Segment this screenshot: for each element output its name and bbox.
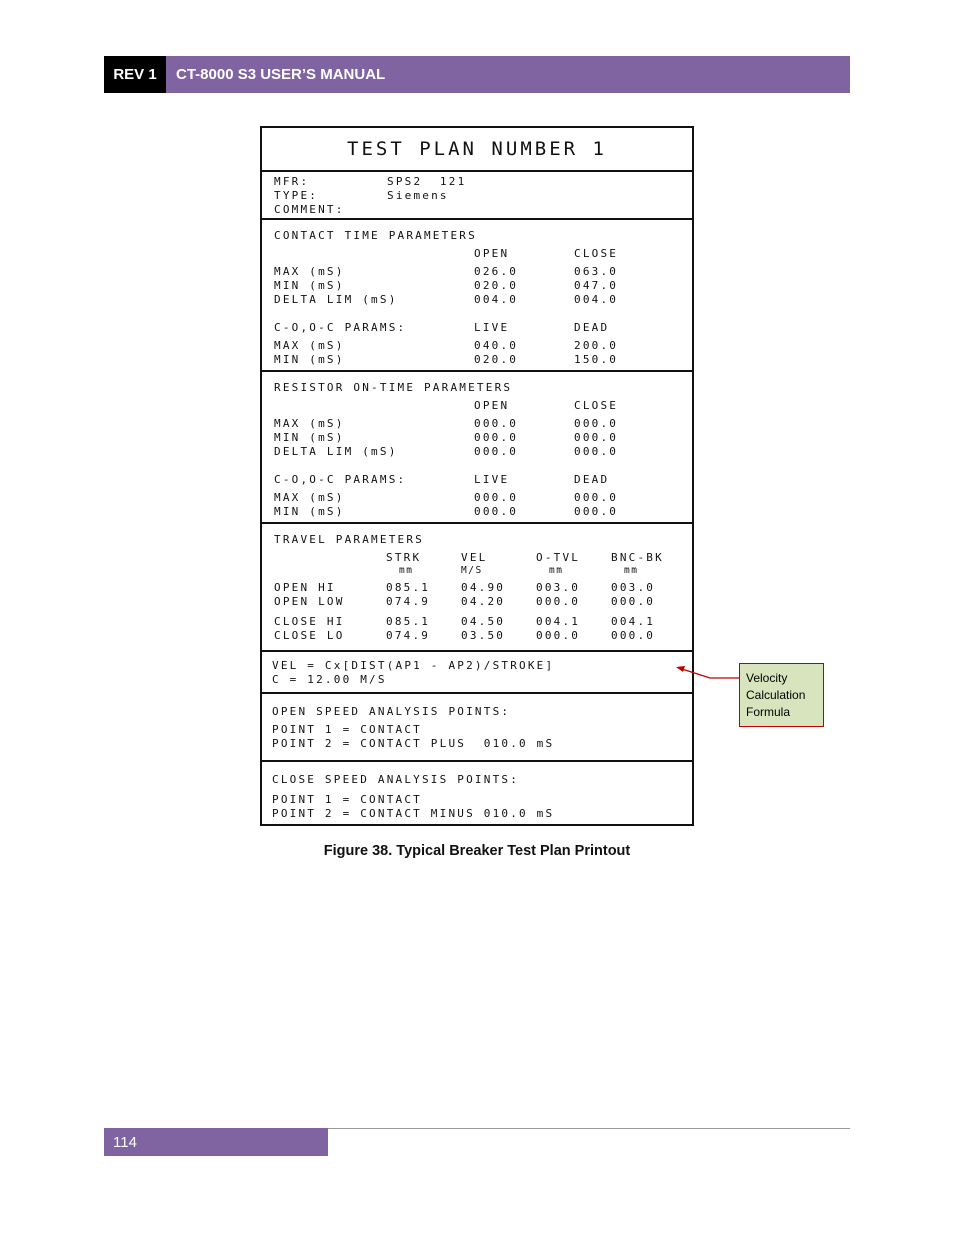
page-header [104, 56, 850, 93]
unit-bncbk: mm [624, 565, 639, 576]
row-open: 020.0 [474, 279, 519, 292]
travel-row-label: OPEN HI [274, 581, 336, 594]
printout-title: TEST PLAN NUMBER 1 [347, 138, 607, 160]
figure-caption: Figure 38. Typical Breaker Test Plan Printout [323, 843, 631, 859]
travel-section [260, 522, 694, 652]
row-label: DELTA LIM (mS) [274, 293, 398, 306]
travel-cell: 004.1 [536, 615, 581, 628]
row-label: MAX (mS) [274, 339, 345, 352]
params-label: C-O,O-C PARAMS: [274, 473, 407, 486]
close-speed-point1: POINT 1 = CONTACT [272, 793, 422, 806]
type-label: TYPE: [274, 189, 319, 202]
col-strk: STRK [386, 551, 422, 564]
travel-cell: 04.90 [461, 581, 506, 594]
info-section [260, 170, 694, 220]
travel-cell: 000.0 [536, 629, 581, 642]
row-dead: 150.0 [574, 353, 619, 366]
printout-title-section [260, 126, 694, 170]
velocity-formula: VEL = Cx[DIST(AP1 - AP2)/STROKE] [272, 659, 555, 672]
travel-cell: 04.50 [461, 615, 506, 628]
travel-cell: 000.0 [611, 629, 656, 642]
callout-line: Velocity [746, 671, 788, 685]
mfr-value: SPS2 121 [387, 175, 467, 188]
callout-arrow [670, 660, 742, 684]
row-label: MAX (mS) [274, 491, 345, 504]
velocity-constant: C = 12.00 M/S [272, 673, 387, 686]
velocity-section [260, 650, 694, 694]
mfr-label: MFR: [274, 175, 310, 188]
row-open: 000.0 [474, 445, 519, 458]
travel-cell: 000.0 [611, 595, 656, 608]
travel-cell: 085.1 [386, 581, 431, 594]
col-dead: DEAD [574, 473, 610, 486]
travel-row-label: CLOSE LO [274, 629, 345, 642]
col-close: CLOSE [574, 247, 619, 260]
page-number: 114 [104, 1128, 328, 1156]
row-open: 000.0 [474, 431, 519, 444]
travel-cell: 04.20 [461, 595, 506, 608]
row-dead: 200.0 [574, 339, 619, 352]
close-speed-heading: CLOSE SPEED ANALYSIS POINTS: [272, 773, 520, 786]
row-live: 000.0 [474, 505, 519, 518]
row-dead: 000.0 [574, 505, 619, 518]
row-close: 063.0 [574, 265, 619, 278]
col-open: OPEN [474, 399, 510, 412]
row-close: 004.0 [574, 293, 619, 306]
revision-label: REV 1 [104, 56, 166, 93]
velocity-callout [739, 663, 824, 727]
open-speed-point1: POINT 1 = CONTACT [272, 723, 422, 736]
row-open: 004.0 [474, 293, 519, 306]
resistor-heading: RESISTOR ON-TIME PARAMETERS [274, 381, 513, 394]
col-live: LIVE [474, 321, 510, 334]
travel-cell: 074.9 [386, 595, 431, 608]
row-live: 000.0 [474, 491, 519, 504]
row-close: 000.0 [574, 431, 619, 444]
col-dead: DEAD [574, 321, 610, 334]
travel-cell: 004.1 [611, 615, 656, 628]
travel-cell: 003.0 [611, 581, 656, 594]
travel-cell: 003.0 [536, 581, 581, 594]
row-live: 020.0 [474, 353, 519, 366]
row-label: MIN (mS) [274, 431, 345, 444]
travel-cell: 085.1 [386, 615, 431, 628]
row-label: MAX (mS) [274, 265, 345, 278]
close-speed-section [260, 760, 694, 826]
open-speed-section [260, 692, 694, 762]
comment-label: COMMENT: [274, 203, 345, 216]
type-value: Siemens [387, 189, 449, 202]
params-label: C-O,O-C PARAMS: [274, 321, 407, 334]
row-label: DELTA LIM (mS) [274, 445, 398, 458]
travel-row-label: CLOSE HI [274, 615, 345, 628]
col-otvl: O-TVL [536, 551, 581, 564]
col-bncbk: BNC-BK [611, 551, 664, 564]
row-dead: 000.0 [574, 491, 619, 504]
col-close: CLOSE [574, 399, 619, 412]
row-close: 047.0 [574, 279, 619, 292]
row-label: MIN (mS) [274, 353, 345, 366]
row-open: 000.0 [474, 417, 519, 430]
col-vel: VEL [461, 551, 488, 564]
col-live: LIVE [474, 473, 510, 486]
unit-vel: M/S [461, 565, 483, 576]
manual-title: CT-8000 S3 USER’S MANUAL [166, 56, 850, 93]
contact-time-heading: CONTACT TIME PARAMETERS [274, 229, 477, 242]
row-label: MAX (mS) [274, 417, 345, 430]
open-speed-heading: OPEN SPEED ANALYSIS POINTS: [272, 705, 511, 718]
travel-row-label: OPEN LOW [274, 595, 345, 608]
row-label: MIN (mS) [274, 279, 345, 292]
resistor-section [260, 370, 694, 524]
open-speed-point2: POINT 2 = CONTACT PLUS 010.0 mS [272, 737, 555, 750]
row-open: 026.0 [474, 265, 519, 278]
unit-otvl: mm [549, 565, 564, 576]
test-plan-printout [260, 126, 694, 824]
contact-time-section [260, 218, 694, 372]
travel-heading: TRAVEL PARAMETERS [274, 533, 424, 546]
row-close: 000.0 [574, 445, 619, 458]
travel-cell: 074.9 [386, 629, 431, 642]
row-close: 000.0 [574, 417, 619, 430]
unit-strk: mm [399, 565, 414, 576]
travel-cell: 03.50 [461, 629, 506, 642]
col-open: OPEN [474, 247, 510, 260]
callout-line: Formula [746, 705, 791, 719]
callout-line: Calculation [746, 688, 806, 702]
row-live: 040.0 [474, 339, 519, 352]
row-label: MIN (mS) [274, 505, 345, 518]
close-speed-point2: POINT 2 = CONTACT MINUS 010.0 mS [272, 807, 555, 820]
travel-cell: 000.0 [536, 595, 581, 608]
